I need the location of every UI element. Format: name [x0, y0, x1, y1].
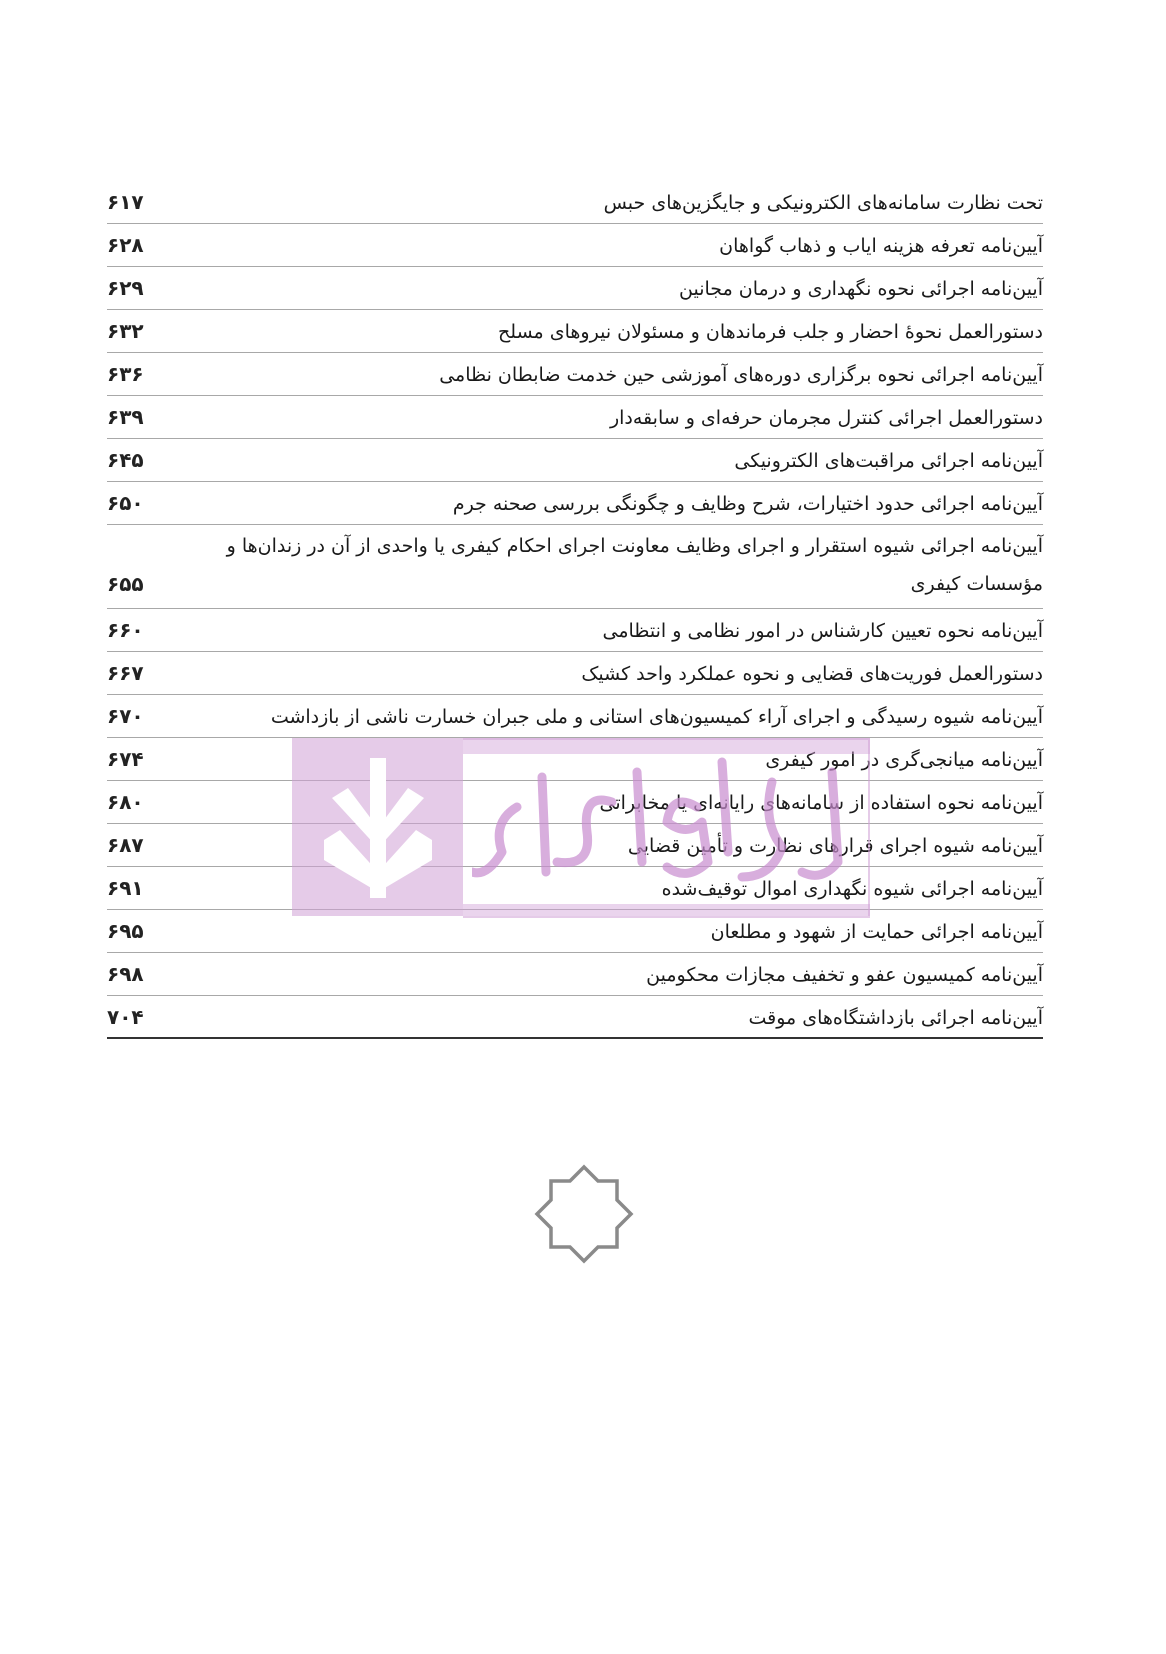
toc-entry[interactable] — [107, 652, 1043, 695]
table-of-contents — [107, 181, 1043, 1039]
toc-entry-title: آیین‌نامه نحوه تعیین کارشناس در امور نظامی و انتظامی — [602, 620, 1043, 642]
toc-entry-title: آیین‌نامه اجرائی مراقبت‌های الکترونیکی — [734, 450, 1043, 472]
toc-entry-page: ۶۱۷ — [107, 190, 144, 214]
toc-entry-title: دستورالعمل اجرائی کنترل مجرمان حرفه‌ای و سابقه‌دار — [609, 407, 1043, 429]
toc-entry-page: ۶۳۹ — [107, 405, 144, 429]
toc-entry-page: ۷۰۴ — [107, 1004, 144, 1029]
toc-entry-title: دستورالعمل نحوهٔ احضار و جلب فرماندهان و مسئولان نیروهای مسلح — [498, 321, 1043, 343]
toc-entry-page: ۶۸۷ — [107, 833, 144, 857]
toc-entry-title: آیین‌نامه نحوه استفاده از سامانه‌های رایانه‌ای یا مخابراتی — [599, 792, 1043, 814]
toc-entry[interactable] — [107, 224, 1043, 267]
toc-entry-title: آیین‌نامه کمیسیون عفو و تخفیف مجازات محکومین — [646, 964, 1043, 986]
toc-entry-title: آیین‌نامه اجرائی نحوه برگزاری دوره‌های آموزشی حین خدمت ضابطان نظامی — [439, 364, 1043, 386]
toc-entry-title: آیین‌نامه اجرائی شیوه استقرار و اجرای وظایف معاونت اجرای احکام کیفری یا واحدی از آن در زندان‌ها و مؤسسات کیفری — [226, 535, 1043, 595]
toc-entry[interactable] — [107, 482, 1043, 525]
toc-entry[interactable] — [107, 609, 1043, 652]
toc-entry-title: آیین‌نامه اجرائی نحوه نگهداری و درمان مجانین — [679, 278, 1043, 300]
toc-entry-title: آیین‌نامه اجرائی بازداشتگاه‌های موقت — [748, 1006, 1043, 1029]
toc-entry-title: آیین‌نامه میانجی‌گری در امور کیفری — [765, 749, 1043, 771]
toc-entry-title: آیین‌نامه اجرائی شیوه نگهداری اموال توقیف‌شده — [661, 878, 1043, 900]
toc-entry-page: ۶۴۵ — [107, 448, 144, 472]
toc-entry-page: ۶۲۸ — [107, 233, 144, 257]
toc-entry[interactable] — [107, 525, 1043, 609]
toc-entry[interactable] — [107, 953, 1043, 996]
toc-entry[interactable] — [107, 910, 1043, 953]
toc-entry-page: ۶۳۶ — [107, 362, 144, 386]
toc-entry[interactable] — [107, 310, 1043, 353]
toc-entry-page: ۶۹۵ — [107, 919, 144, 943]
toc-entry-page: ۶۶۰ — [107, 618, 144, 642]
toc-entry-title: آیین‌نامه اجرائی حمایت از شهود و مطلعان — [710, 921, 1043, 943]
toc-entry-page: ۶۶۷ — [107, 661, 144, 685]
toc-entry-title: آیین‌نامه تعرفه هزینه ایاب و ذهاب گواهان — [719, 235, 1043, 257]
eight-point-star-icon — [533, 1163, 635, 1265]
toc-entry-page: ۶۷۴ — [107, 747, 144, 771]
toc-entry[interactable] — [107, 824, 1043, 867]
toc-entry[interactable] — [107, 695, 1043, 738]
toc-entry-title: دستورالعمل فوریت‌های قضایی و نحوه عملکرد واحد کشیک — [581, 663, 1043, 685]
toc-entry-page: ۶۹۱ — [107, 876, 144, 900]
toc-entry[interactable] — [107, 996, 1043, 1039]
toc-entry-page: ۶۵۰ — [107, 491, 144, 515]
toc-entry-page: ۶۹۸ — [107, 962, 144, 986]
toc-entry-page: ۶۷۰ — [107, 704, 144, 728]
toc-entry[interactable] — [107, 353, 1043, 396]
toc-entry[interactable] — [107, 738, 1043, 781]
toc-entry[interactable] — [107, 867, 1043, 910]
toc-entry[interactable] — [107, 181, 1043, 224]
toc-entry[interactable] — [107, 781, 1043, 824]
toc-entry[interactable] — [107, 439, 1043, 482]
toc-entry-title: آیین‌نامه شیوه اجرای قرارهای نظارت و تأمین قضایی — [627, 835, 1043, 857]
toc-entry-page: ۶۸۰ — [107, 790, 144, 814]
toc-entry-page: ۶۳۲ — [107, 319, 144, 343]
toc-entry[interactable] — [107, 396, 1043, 439]
toc-entry-title: آیین‌نامه شیوه رسیدگی و اجرای آراء کمیسیون‌های استانی و ملی جبران خسارت ناشی از بازداشت — [270, 706, 1043, 728]
toc-entry-page: ۶۵۵ — [107, 572, 144, 596]
toc-entry-title: آیین‌نامه اجرائی حدود اختیارات، شرح وظایف و چگونگی بررسی صحنه جرم — [452, 493, 1043, 515]
toc-entry-page: ۶۲۹ — [107, 276, 144, 300]
toc-entry-title: تحت نظارت سامانه‌های الکترونیکی و جایگزین‌های حبس — [603, 192, 1043, 214]
toc-entry[interactable] — [107, 267, 1043, 310]
